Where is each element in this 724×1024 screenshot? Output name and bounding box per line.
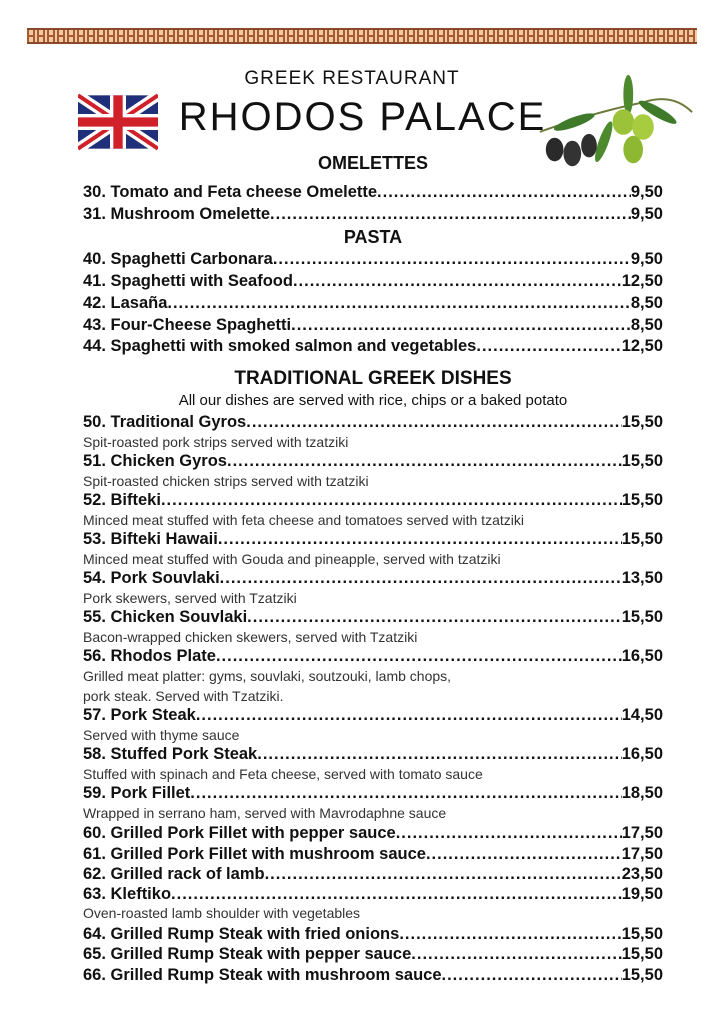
menu-item [83, 530, 663, 550]
item-name: 66. Grilled Rump Steak with mushroom sauce [83, 965, 442, 984]
menu-item [83, 608, 663, 628]
item-name: 60. Grilled Pork Fillet with pepper sauce [83, 824, 396, 843]
dot-leader [273, 249, 631, 271]
dot-leader [293, 271, 622, 293]
item-price: 15,50 [621, 608, 663, 627]
item-name: 64. Grilled Rump Steak with fried onions [83, 924, 400, 943]
item-description: Spit-roasted pork strips served with tzatziki [83, 433, 349, 450]
menu-item [83, 864, 663, 885]
dot-leader [190, 784, 621, 804]
item-name: 57. Pork Steak [83, 706, 196, 725]
item-description: Oven-roasted lamb shoulder with vegetables [83, 905, 361, 922]
dot-leader [218, 530, 622, 550]
menu-item [83, 204, 663, 226]
item-price: 15,50 [621, 945, 663, 964]
item-description: pork steak. Served with Tzatziki. [83, 687, 284, 704]
menu-item [83, 569, 663, 589]
dot-leader [426, 844, 622, 865]
dot-leader [161, 491, 622, 511]
menu-item [83, 885, 663, 905]
item-description: Wrapped in serrano ham, served with Mavrodaphne sauce [83, 804, 447, 821]
item-price: 8,50 [630, 293, 663, 312]
item-price: 16,50 [621, 647, 663, 666]
menu-item [83, 182, 663, 204]
menu-item [83, 293, 663, 315]
item-price: 15,50 [621, 412, 663, 431]
menu-item [83, 413, 663, 433]
item-description: Minced meat stuffed with feta cheese and tomatoes served with tzatziki [83, 511, 524, 528]
item-price: 12,50 [621, 337, 663, 356]
item-description: Pork skewers, served with Tzatziki [83, 589, 297, 606]
menu-item [83, 452, 663, 472]
item-price: 15,50 [621, 965, 663, 984]
item-price: 9,50 [630, 250, 663, 269]
dot-leader [220, 569, 622, 589]
dot-leader [196, 706, 622, 726]
item-name: 55. Chicken Souvlaki [83, 608, 248, 627]
dot-leader [216, 647, 622, 667]
item-price: 15,50 [621, 452, 663, 471]
restaurant-title: RHODOS PALACE [178, 95, 547, 139]
item-name: 44. Spaghetti with smoked salmon and vegetables [83, 337, 477, 356]
dot-leader [171, 885, 622, 905]
item-name: 53. Bifteki Hawaii [83, 530, 218, 549]
item-description: Spit-roasted chicken strips served with tzatziki [83, 472, 369, 489]
section-note: All our dishes are served with rice, chips or a baked potato [178, 391, 568, 409]
item-name: 42. Lasaña [83, 293, 168, 312]
item-name: 43. Four-Cheese Spaghetti [83, 315, 292, 334]
item-price: 19,50 [621, 884, 663, 903]
item-name: 50. Traditional Gyros [83, 412, 247, 431]
menu-item [83, 336, 663, 358]
dot-leader [246, 413, 621, 433]
item-name: 59. Pork Fillet [83, 784, 191, 803]
item-price: 23,50 [621, 865, 663, 884]
item-price: 14,50 [621, 706, 663, 725]
item-name: 61. Grilled Pork Fillet with mushroom sauce [83, 844, 426, 863]
menu-item [83, 271, 663, 293]
section-title-pasta: PASTA [343, 227, 403, 248]
section-title-traditional: TRADITIONAL GREEK DISHES [234, 367, 512, 389]
item-name: 56. Rhodos Plate [83, 647, 216, 666]
dot-leader [396, 823, 622, 844]
item-description: Grilled meat platter: gyms, souvlaki, soutzouki, lamb chops, [83, 668, 452, 685]
dot-leader [442, 965, 622, 986]
item-price: 9,50 [630, 204, 663, 223]
menu-item [83, 924, 663, 945]
item-price: 8,50 [630, 315, 663, 334]
item-name: 65. Grilled Rump Steak with pepper sauce [83, 945, 412, 964]
restaurant-subtitle: GREEK RESTAURANT [244, 68, 460, 89]
item-price: 12,50 [621, 272, 663, 291]
dot-leader [476, 336, 621, 358]
section-title-omelettes: OMELETTES [317, 153, 428, 173]
dot-leader [377, 182, 631, 204]
menu-item [83, 844, 663, 865]
item-price: 15,50 [621, 924, 663, 943]
item-price: 15,50 [621, 530, 663, 549]
item-description: Minced meat stuffed with Gouda and pineapple, served with tzatziki [83, 550, 501, 567]
item-price: 17,50 [621, 824, 663, 843]
dot-leader [399, 924, 621, 945]
dot-leader [270, 204, 631, 226]
item-name: 58. Stuffed Pork Steak [83, 745, 258, 764]
item-price: 13,50 [621, 569, 663, 588]
item-price: 16,50 [621, 745, 663, 764]
uk-flag-icon[interactable] [78, 90, 158, 154]
item-name: 30. Tomato and Feta cheese Omelette [83, 183, 378, 201]
item-name: 51. Chicken Gyros [83, 452, 227, 471]
item-price: 17,50 [621, 844, 663, 863]
item-price: 9,50 [630, 183, 663, 201]
item-description: Served with thyme sauce [83, 726, 240, 743]
menu-item [83, 706, 663, 726]
item-price: 15,50 [621, 491, 663, 510]
item-description: Bacon-wrapped chicken skewers, served with Tzatziki [83, 628, 418, 645]
item-name: 41. Spaghetti with Seafood [83, 272, 293, 291]
menu-item [83, 965, 663, 986]
item-name: 31. Mushroom Omelette [83, 204, 271, 223]
dot-leader [227, 452, 622, 472]
dot-leader [247, 608, 622, 628]
menu-item [83, 784, 663, 804]
menu-item [83, 315, 663, 337]
dot-leader [291, 315, 631, 337]
menu [83, 151, 663, 985]
menu-item [83, 647, 663, 667]
item-name: 63. Kleftiko [83, 884, 172, 903]
menu-item [83, 249, 663, 271]
item-price: 18,50 [621, 784, 663, 803]
item-name: 54. Pork Souvlaki [83, 569, 220, 588]
greek-key-border [27, 28, 697, 44]
menu-item [83, 823, 663, 844]
dot-leader [265, 864, 622, 885]
dot-leader [411, 944, 621, 965]
dot-leader [167, 293, 630, 315]
menu-item [83, 745, 663, 765]
item-description: Stuffed with spinach and Feta cheese, served with tomato sauce [83, 765, 483, 782]
item-name: 40. Spaghetti Carbonara [83, 250, 273, 269]
menu-item [83, 944, 663, 965]
menu-item [83, 491, 663, 511]
item-name: 52. Bifteki [83, 491, 161, 510]
dot-leader [257, 745, 621, 765]
item-name: 62. Grilled rack of lamb [83, 865, 265, 884]
